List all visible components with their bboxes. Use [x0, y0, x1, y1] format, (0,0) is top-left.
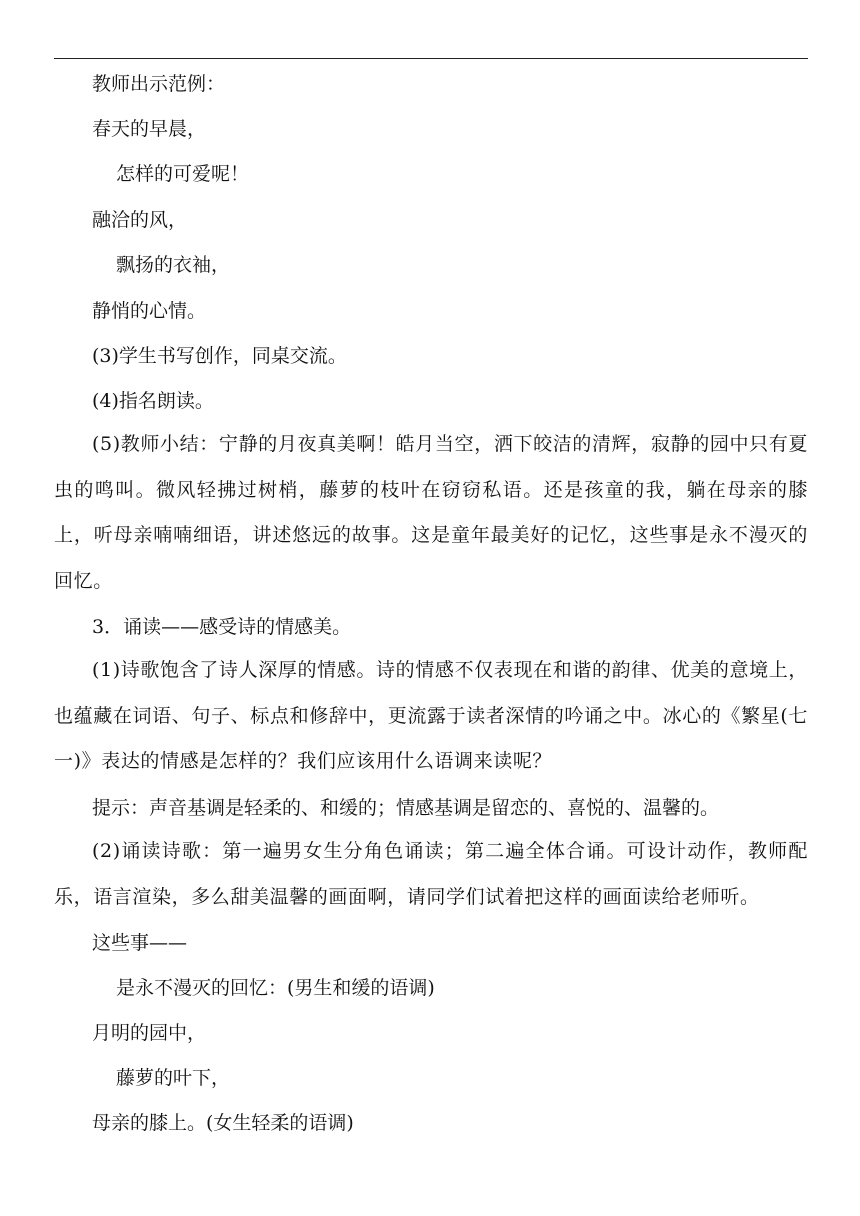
recitation-paragraph: (2)诵读诗歌：第一遍男女生分角色诵读；第二遍全体合诵。可设计动作，教师配乐，语言渲染，多么甜美温馨的画面啊，请同学们试着把这样的画面读给老师听。: [54, 840, 808, 908]
poem-line-5: 母亲的膝上。(女生轻柔的语调): [92, 1112, 354, 1134]
emotion-paragraph: (1)诗歌饱含了诗人深厚的情感。诗的情感不仅表现在和谐的韵律、优美的意境上，也蕴藏在词语、句子、标点和修辞中，更流露于读者深情的吟诵之中。冰心的《繁星(七一)》表达的情感是怎样的？我们应该用什么语调来读呢？: [54, 659, 808, 772]
example-line-2: 怎样的可爱呢！: [116, 163, 250, 185]
poem-line-4: 藤萝的叶下，: [116, 1067, 231, 1089]
example-line-4: 飘扬的衣袖，: [116, 254, 231, 276]
example-line-3: 融洽的风，: [92, 209, 188, 231]
step-4: (4)指名朗读。: [92, 390, 214, 412]
hint-line: 提示：声音基调是轻柔的、和缓的；情感基调是留恋的、喜悦的、温馨的。: [92, 797, 720, 819]
poem-line-2: 是永不漫灭的回忆：(男生和缓的语调): [116, 977, 435, 999]
example-line-1: 春天的早晨，: [92, 118, 207, 140]
section-heading-3: 3．诵读——感受诗的情感美。: [92, 616, 352, 638]
header-rule: [54, 58, 808, 59]
teacher-summary-paragraph: (5)教师小结：宁静的月夜真美啊！皓月当空，洒下皎洁的清辉，寂静的园中只有夏虫的鸣叫。微风轻拂过树梢，藤萝的枝叶在窃窃私语。还是孩童的我，躺在母亲的膝上，听母亲喃喃细语，讲述悠远的故事。这是童年最美好的记忆，这些事是永不漫灭的回忆。: [54, 433, 808, 592]
example-line-5: 静悄的心情。: [92, 300, 207, 322]
poem-line-1: 这些事——: [92, 932, 188, 954]
example-intro: 教师出示范例：: [92, 73, 226, 95]
poem-line-3: 月明的园中，: [92, 1022, 207, 1044]
step-3: (3)学生书写创作，同桌交流。: [92, 345, 347, 367]
